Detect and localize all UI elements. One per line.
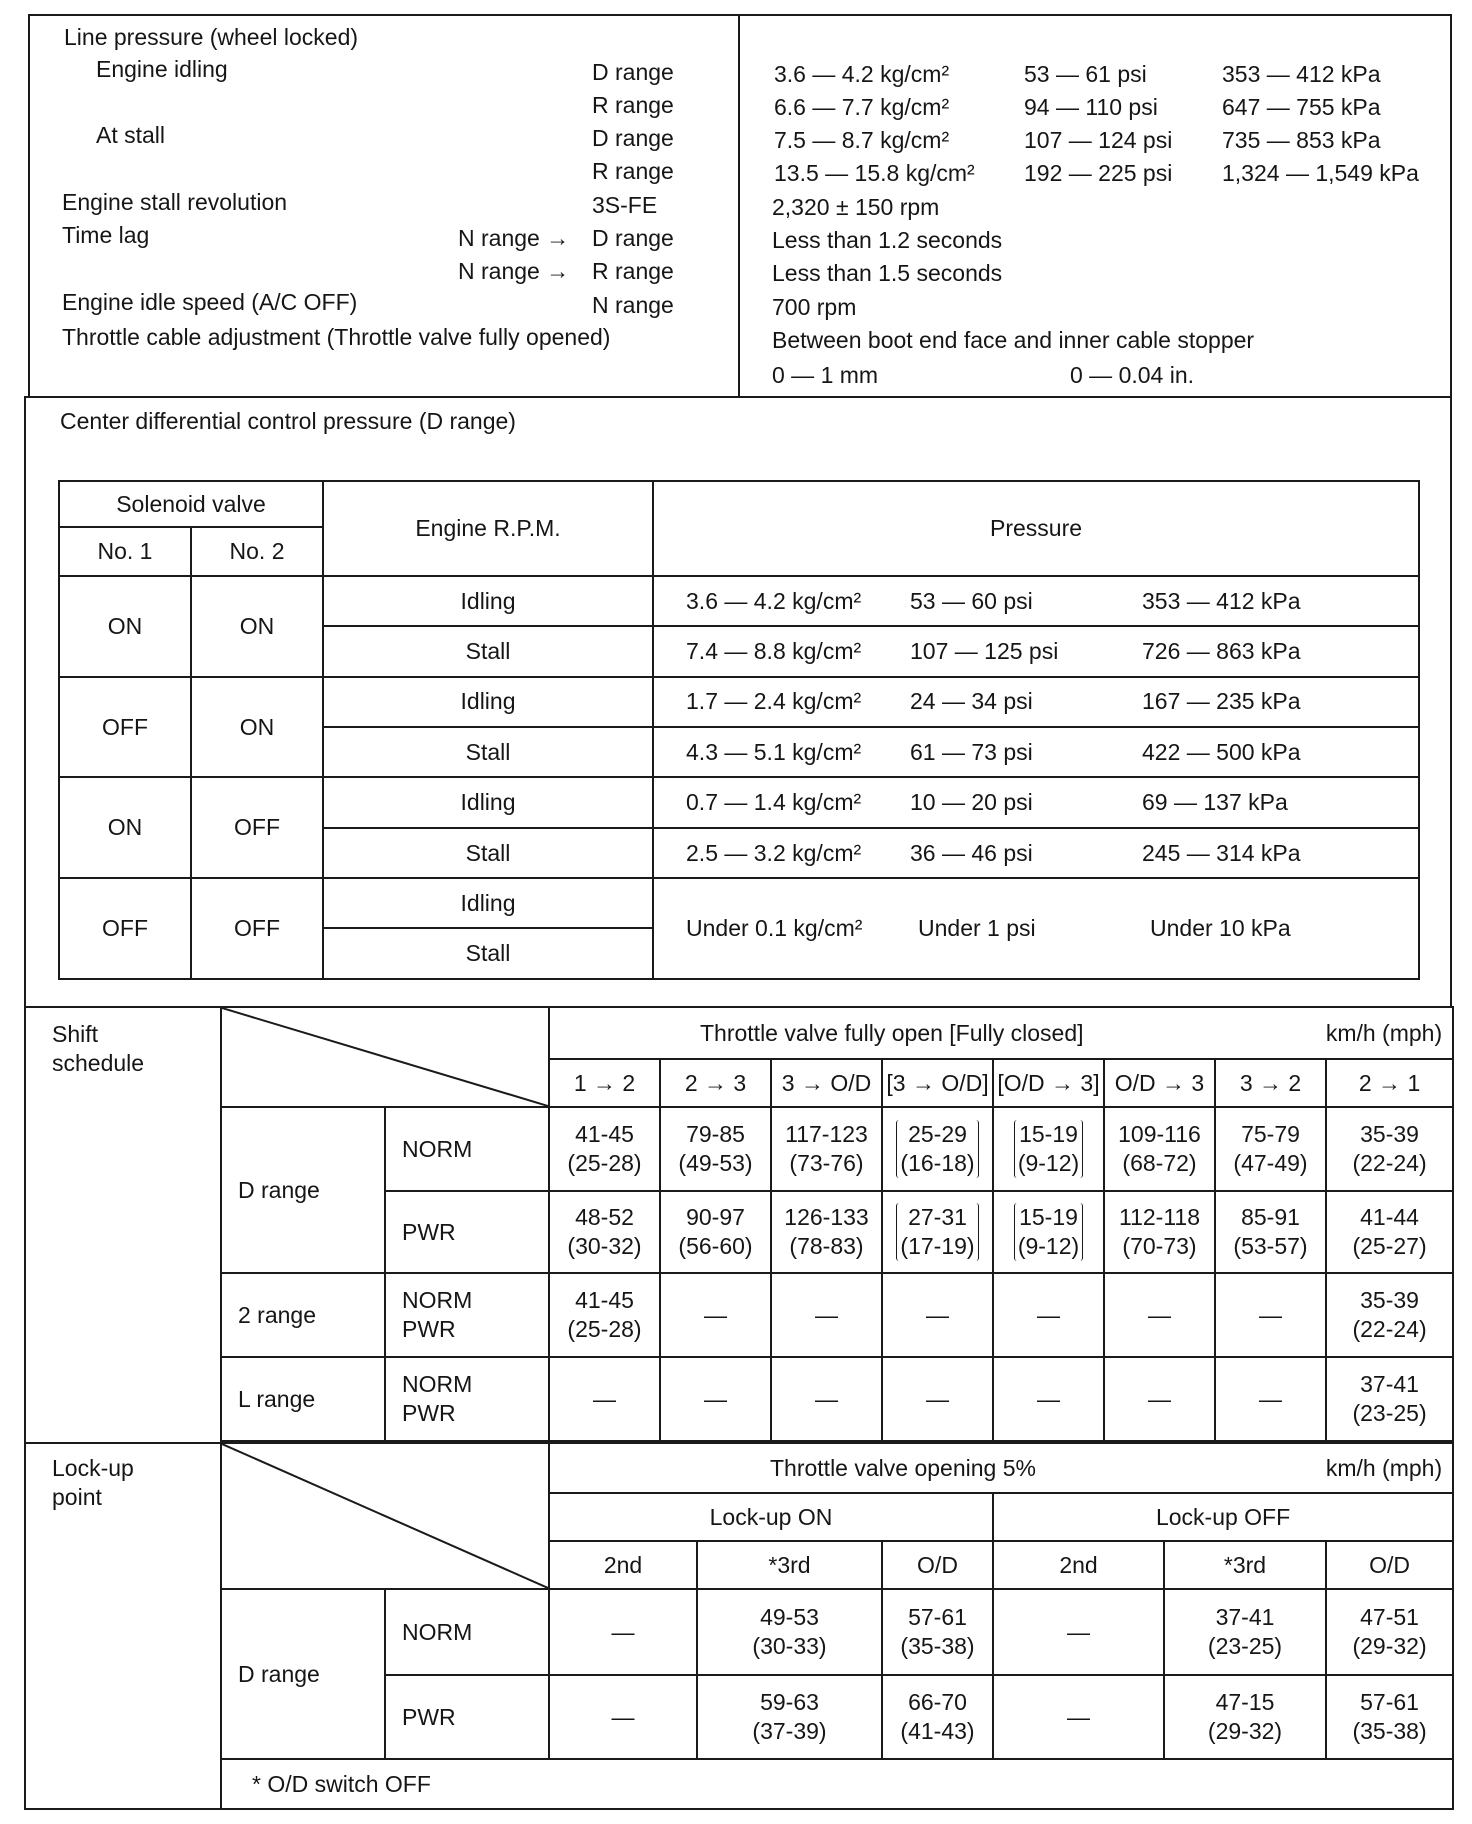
shift-value: 79-85 (49-53) bbox=[660, 1107, 771, 1191]
solenoid-header: Solenoid valve bbox=[59, 481, 323, 527]
rpm-header: Engine R.P.M. bbox=[323, 481, 653, 576]
shift-norm-label: NORM bbox=[385, 1107, 549, 1191]
cond-d-stall: D range bbox=[592, 125, 674, 151]
shift-dash: — bbox=[549, 1357, 660, 1441]
no2-header: No. 2 bbox=[191, 527, 323, 575]
shift-col: [O/D → 3] bbox=[993, 1059, 1104, 1107]
line-idle-r-psi: 94 — 110 psi bbox=[1024, 94, 1158, 120]
lockup-value: 47-51 (29-32) bbox=[1326, 1589, 1453, 1675]
shift-col: 3 → 2 bbox=[1215, 1059, 1326, 1107]
shift-value: 112-118 (70-73) bbox=[1104, 1191, 1215, 1273]
shift-schedule-label: Shift schedule bbox=[25, 1007, 221, 1443]
shift-dash: — bbox=[1215, 1357, 1326, 1441]
cond-d-idle: D range bbox=[592, 59, 674, 85]
corner-diagonal bbox=[222, 1444, 548, 1588]
lockup-col: O/D bbox=[1326, 1541, 1453, 1589]
rpm-cell: Stall bbox=[323, 928, 653, 979]
shift-value: 35-39 (22-24) bbox=[1326, 1107, 1453, 1191]
line-stall-r-kg: 13.5 — 15.8 kg/cm² bbox=[774, 160, 975, 186]
line-stall-d-kg: 7.5 — 8.7 kg/cm² bbox=[774, 127, 950, 153]
lockup-unit: km/h (mph) bbox=[1325, 1454, 1443, 1481]
shift-value-bracketed: 15-19 (9-12) bbox=[993, 1107, 1104, 1191]
line-stall-r-kpa: 1,324 — 1,549 kPa bbox=[1222, 160, 1419, 186]
rpm-cell: Stall bbox=[323, 626, 653, 676]
no1-header: No. 1 bbox=[59, 527, 191, 575]
shift-dash: — bbox=[882, 1273, 993, 1357]
lockup-value: — bbox=[549, 1589, 697, 1675]
time-lag-label: Time lag bbox=[62, 222, 150, 248]
line-idle-d-kpa: 353 — 412 kPa bbox=[1222, 61, 1381, 87]
time-lag-cond-1: D range bbox=[592, 225, 674, 251]
line-idle-r-kpa: 647 — 755 kPa bbox=[1222, 94, 1381, 120]
cond-r-stall: R range bbox=[592, 158, 674, 184]
throttle-cable-mm: 0 — 1 mm bbox=[772, 362, 879, 388]
solenoid-no2-state: OFF bbox=[191, 878, 323, 979]
shift-corner-cell bbox=[221, 1007, 549, 1107]
solenoid-no1-state: OFF bbox=[59, 677, 191, 778]
shift-value-bracketed: 25-29 (16-18) bbox=[882, 1107, 993, 1191]
shift-dash: — bbox=[660, 1357, 771, 1441]
solenoid-no1-state: ON bbox=[59, 777, 191, 878]
line-idle-r-kg: 6.6 — 7.7 kg/cm² bbox=[774, 94, 950, 120]
solenoid-no1-state: OFF bbox=[59, 878, 191, 979]
rpm-cell: Idling bbox=[323, 777, 653, 827]
shift-lockup-table bbox=[24, 1006, 1454, 1810]
shift-col: 3 → O/D bbox=[771, 1059, 882, 1107]
solenoid-no2-state: OFF bbox=[191, 777, 323, 878]
throttle-cable-value: Between boot end face and inner cable stopper bbox=[772, 327, 1255, 353]
shift-col: O/D → 3 bbox=[1104, 1059, 1215, 1107]
lockup-value: — bbox=[993, 1675, 1164, 1759]
line-stall-r-psi: 192 — 225 psi bbox=[1024, 160, 1173, 186]
lockup-value: 57-61 (35-38) bbox=[1326, 1675, 1453, 1759]
shift-value: 35-39 (22-24) bbox=[1326, 1273, 1453, 1357]
cond-r-idle: R range bbox=[592, 92, 674, 118]
shift-header: Throttle valve fully open [Fully closed] km/h (mph) bbox=[549, 1007, 1453, 1059]
shift-2-range-label: 2 range bbox=[221, 1273, 385, 1357]
center-diff-table bbox=[58, 480, 1420, 980]
lockup-col: 2nd bbox=[993, 1541, 1164, 1589]
lockup-value: 37-41 (23-25) bbox=[1164, 1589, 1326, 1675]
lockup-value: 57-61 (35-38) bbox=[882, 1589, 993, 1675]
shift-value: 126-133 (78-83) bbox=[771, 1191, 882, 1273]
idle-speed-value: 700 rpm bbox=[772, 294, 857, 320]
shift-col: [3 → O/D] bbox=[882, 1059, 993, 1107]
shift-value: 75-79 (47-49) bbox=[1215, 1107, 1326, 1191]
lockup-pwr-label: PWR bbox=[385, 1675, 549, 1759]
shift-unit: km/h (mph) bbox=[1325, 1019, 1443, 1046]
shift-col: 2 → 1 bbox=[1326, 1059, 1453, 1107]
line-stall-d-psi: 107 — 124 psi bbox=[1024, 127, 1173, 153]
solenoid-no1-state: ON bbox=[59, 576, 191, 677]
pressure-cell: 3.6 — 4.2 kg/cm² 53 — 60 psi 353 — 412 kPa bbox=[653, 576, 1419, 626]
shift-dash: — bbox=[993, 1357, 1104, 1441]
time-lag-value-1: Less than 1.2 seconds bbox=[772, 227, 1003, 253]
shift-dash: — bbox=[1215, 1273, 1326, 1357]
engine-idling-label: Engine idling bbox=[96, 56, 228, 82]
lockup-value: — bbox=[549, 1675, 697, 1759]
lockup-d-range-label: D range bbox=[221, 1589, 385, 1759]
shift-value: 85-91 (53-57) bbox=[1215, 1191, 1326, 1273]
line-pressure-title: Line pressure (wheel locked) bbox=[64, 24, 359, 50]
stall-rev-cond: 3S-FE bbox=[592, 192, 658, 218]
lockup-col: 2nd bbox=[549, 1541, 697, 1589]
shift-dash: — bbox=[882, 1357, 993, 1441]
idle-speed-label: Engine idle speed (A/C OFF) bbox=[62, 289, 358, 315]
pressure-cell: Under 0.1 kg/cm² Under 1 psi Under 10 kPa bbox=[653, 878, 1419, 979]
solenoid-no2-state: ON bbox=[191, 677, 323, 778]
lockup-norm-label: NORM bbox=[385, 1589, 549, 1675]
time-lag-cond-2: R range bbox=[592, 258, 674, 284]
shift-d-range-label: D range bbox=[221, 1107, 385, 1273]
lockup-col: *3rd bbox=[697, 1541, 882, 1589]
lockup-value: 59-63 (37-39) bbox=[697, 1675, 882, 1759]
idle-speed-cond: N range bbox=[592, 292, 674, 318]
stall-rev-value: 2,320 ± 150 rpm bbox=[772, 194, 940, 220]
pressure-cell: 0.7 — 1.4 kg/cm² 10 — 20 psi 69 — 137 kPa bbox=[653, 777, 1419, 827]
rpm-cell: Stall bbox=[323, 727, 653, 777]
rpm-cell: Idling bbox=[323, 677, 653, 727]
shift-dash: — bbox=[771, 1357, 882, 1441]
lockup-footnote: * O/D switch OFF bbox=[221, 1759, 1453, 1809]
stall-rev-label: Engine stall revolution bbox=[62, 189, 288, 215]
lockup-col: *3rd bbox=[1164, 1541, 1326, 1589]
lockup-value: 49-53 (30-33) bbox=[697, 1589, 882, 1675]
shift-pwr-label: PWR bbox=[385, 1191, 549, 1273]
shift-value: 41-45 (25-28) bbox=[549, 1273, 660, 1357]
lockup-value: 47-15 (29-32) bbox=[1164, 1675, 1326, 1759]
shift-dash: — bbox=[1104, 1273, 1215, 1357]
rpm-cell: Idling bbox=[323, 576, 653, 626]
shift-value: 117-123 (73-76) bbox=[771, 1107, 882, 1191]
pressure-cell: 7.4 — 8.8 kg/cm² 107 — 125 psi 726 — 863 kPa bbox=[653, 626, 1419, 676]
lockup-point-label: Lock-up point bbox=[25, 1443, 221, 1809]
lockup-header: Throttle valve opening 5% km/h (mph) bbox=[549, 1443, 1453, 1493]
shift-dash: — bbox=[771, 1273, 882, 1357]
shift-value: 41-45 (25-28) bbox=[549, 1107, 660, 1191]
shift-dash: — bbox=[1104, 1357, 1215, 1441]
line-stall-d-kpa: 735 — 853 kPa bbox=[1222, 127, 1381, 153]
pressure-cell: 2.5 — 3.2 kg/cm² 36 — 46 psi 245 — 314 kPa bbox=[653, 828, 1419, 878]
shift-col: 1 → 2 bbox=[549, 1059, 660, 1107]
rpm-cell: Idling bbox=[323, 878, 653, 928]
shift-value: 37-41 (23-25) bbox=[1326, 1357, 1453, 1441]
solenoid-no2-state: ON bbox=[191, 576, 323, 677]
shift-value-bracketed: 27-31 (17-19) bbox=[882, 1191, 993, 1273]
lockup-corner-cell bbox=[221, 1443, 549, 1589]
shift-l-range-label: L range bbox=[221, 1357, 385, 1441]
line-idle-d-psi: 53 — 61 psi bbox=[1024, 61, 1147, 87]
section-divider bbox=[738, 14, 740, 398]
shift-value: 48-52 (30-32) bbox=[549, 1191, 660, 1273]
line-idle-d-kg: 3.6 — 4.2 kg/cm² bbox=[774, 61, 950, 87]
shift-dash: — bbox=[660, 1273, 771, 1357]
lockup-value: — bbox=[993, 1589, 1164, 1675]
shift-value: 90-97 (56-60) bbox=[660, 1191, 771, 1273]
shift-norm-pwr-label: NORM PWR bbox=[385, 1273, 549, 1357]
at-stall-label: At stall bbox=[96, 122, 166, 148]
rpm-cell: Stall bbox=[323, 828, 653, 878]
center-diff-title: Center differential control pressure (D range) bbox=[60, 408, 516, 434]
shift-value-bracketed: 15-19 (9-12) bbox=[993, 1191, 1104, 1273]
pressure-header: Pressure bbox=[653, 481, 1419, 576]
time-lag-value-2: Less than 1.5 seconds bbox=[772, 260, 1003, 286]
throttle-cable-in: 0 — 0.04 in. bbox=[1070, 362, 1195, 388]
lockup-on-header: Lock-up ON bbox=[549, 1493, 993, 1541]
pressure-cell: 4.3 — 5.1 kg/cm² 61 — 73 psi 422 — 500 kPa bbox=[653, 727, 1419, 777]
shift-value: 109-116 (68-72) bbox=[1104, 1107, 1215, 1191]
shift-col: 2 → 3 bbox=[660, 1059, 771, 1107]
pressure-cell: 1.7 — 2.4 kg/cm² 24 — 34 psi 167 — 235 kPa bbox=[653, 677, 1419, 727]
corner-diagonal bbox=[222, 1008, 548, 1106]
shift-norm-pwr-label: NORM PWR bbox=[385, 1357, 549, 1441]
lockup-value: 66-70 (41-43) bbox=[882, 1675, 993, 1759]
shift-dash: — bbox=[993, 1273, 1104, 1357]
throttle-cable-label: Throttle cable adjustment (Throttle valve fully opened) bbox=[62, 324, 611, 350]
lockup-off-header: Lock-up OFF bbox=[993, 1493, 1453, 1541]
shift-value: 41-44 (25-27) bbox=[1326, 1191, 1453, 1273]
lockup-col: O/D bbox=[882, 1541, 993, 1589]
time-lag-pre-1: N range → bbox=[458, 225, 570, 251]
time-lag-pre-2: N range → bbox=[458, 258, 570, 284]
